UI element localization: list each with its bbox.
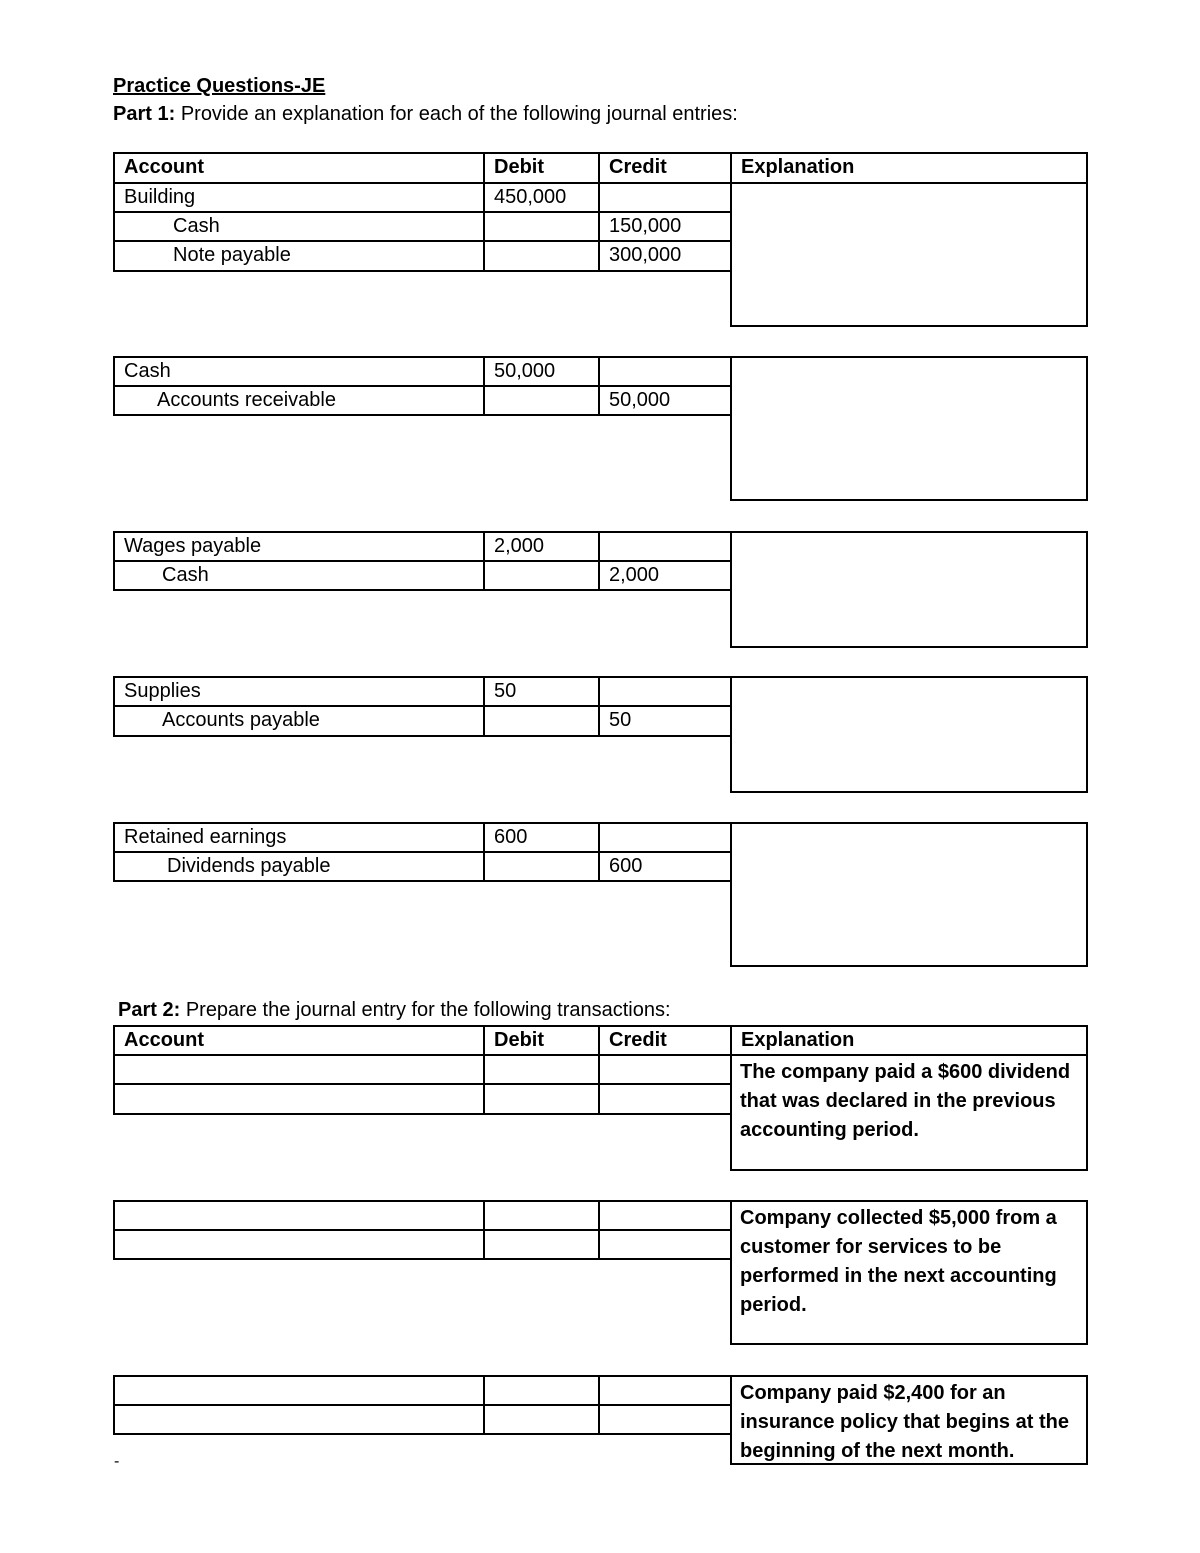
credit-cell [598,182,732,213]
explanation-box[interactable] [730,356,1088,501]
account-cell: Wages payable [113,531,485,562]
credit-cell: 300,000 [598,240,732,272]
header-account: Account [113,1025,485,1056]
debit-cell [483,705,600,737]
debit-input[interactable] [483,1054,600,1085]
account-cell: Building [113,182,485,213]
part1-instruction: Provide an explanation for each of the following journal entries: [180,103,738,125]
debit-input[interactable] [483,1375,600,1406]
account-input[interactable] [113,1083,485,1115]
credit-cell: 2,000 [598,560,732,591]
header-explanation: Explanation [730,152,1088,184]
credit-input[interactable] [598,1083,732,1115]
debit-cell: 50 [483,676,600,707]
header-explanation: Explanation [730,1025,1088,1056]
credit-cell [598,531,732,562]
credit-cell [598,676,732,707]
debit-cell [483,851,600,882]
part1-heading [113,102,738,126]
account-cell: Note payable [113,240,485,272]
debit-cell [483,560,600,591]
account-cell: Cash [113,356,485,387]
account-cell: Accounts payable [113,705,485,737]
account-input[interactable] [113,1404,485,1435]
credit-cell [598,822,732,853]
credit-input[interactable] [598,1404,732,1435]
credit-input[interactable] [598,1054,732,1085]
debit-cell [483,211,600,242]
header-account: Account [113,152,485,184]
account-cell: Supplies [113,676,485,707]
account-cell: Dividends payable [113,851,485,882]
part2-label: Part 2: [118,999,181,1021]
explanation-box: Company paid $2,400 for an insurance policy that begins at the beginning of the next month. [730,1375,1088,1465]
credit-cell: 50 [598,705,732,737]
account-cell: Accounts receivable [113,385,485,416]
account-input[interactable] [113,1375,485,1406]
debit-input[interactable] [483,1083,600,1115]
explanation-box[interactable] [730,182,1088,327]
debit-cell: 50,000 [483,356,600,387]
credit-cell: 600 [598,851,732,882]
debit-cell: 600 [483,822,600,853]
explanation-box: Company collected $5,000 from a customer for services to be performed in the next accounting period. [730,1200,1088,1345]
credit-input[interactable] [598,1200,732,1231]
page-title: Practice Questions-JE [113,75,326,97]
part1-label: Part 1: [113,103,176,125]
debit-cell: 450,000 [483,182,600,213]
debit-cell [483,385,600,416]
header-credit: Credit [598,1025,732,1056]
account-input[interactable] [113,1229,485,1260]
account-cell: Cash [113,560,485,591]
header-credit: Credit [598,152,732,184]
account-input[interactable] [113,1200,485,1231]
header-debit: Debit [483,152,600,184]
debit-input[interactable] [483,1404,600,1435]
account-input[interactable] [113,1054,485,1085]
header-debit: Debit [483,1025,600,1056]
debit-input[interactable] [483,1229,600,1260]
account-cell: Retained earnings [113,822,485,853]
debit-cell: 2,000 [483,531,600,562]
debit-input[interactable] [483,1200,600,1231]
part2-instruction: Prepare the journal entry for the following transactions: [185,999,671,1021]
explanation-box: The company paid a $600 dividend that was declared in the previous accounting period. [730,1054,1088,1171]
explanation-box[interactable] [730,676,1088,793]
footer-mark: - [114,1453,120,1470]
explanation-box[interactable] [730,531,1088,648]
credit-cell [598,356,732,387]
part2-heading [118,998,671,1022]
debit-cell [483,240,600,272]
credit-cell: 50,000 [598,385,732,416]
explanation-box[interactable] [730,822,1088,967]
credit-input[interactable] [598,1375,732,1406]
credit-input[interactable] [598,1229,732,1260]
account-cell: Cash [113,211,485,242]
credit-cell: 150,000 [598,211,732,242]
